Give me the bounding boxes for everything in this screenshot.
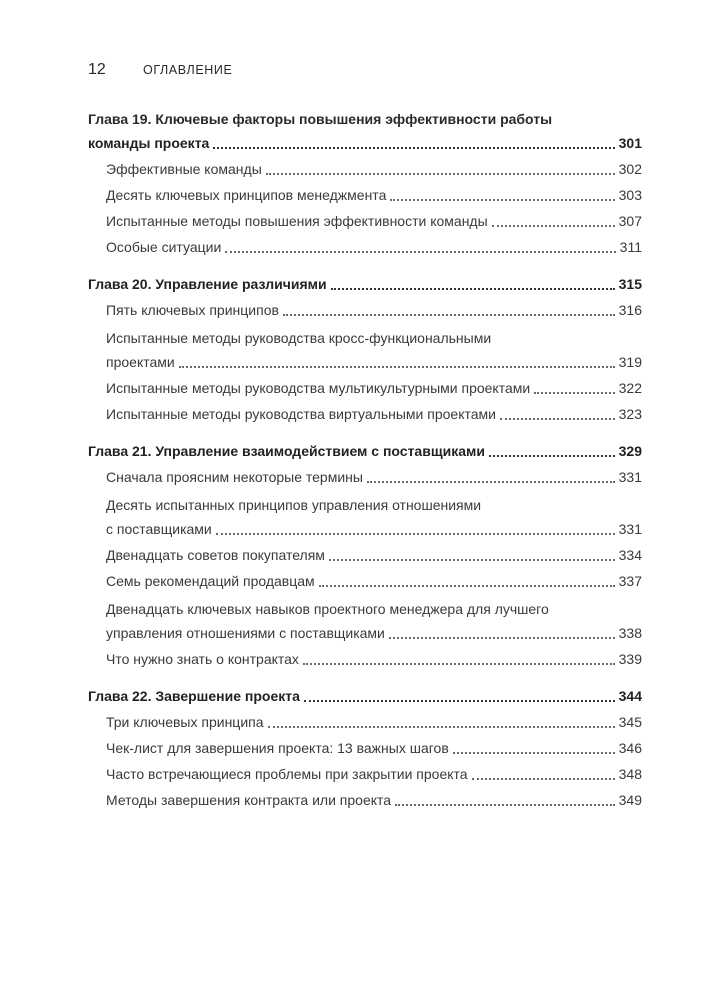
entry-title: Особые ситуации [106,239,222,255]
entry-title: Испытанные методы руководства мультикультурными проектами [106,380,531,396]
entry-title: Испытанные методы руководства виртуальными проектами [106,406,496,422]
entry-title: Сначала проясним некоторые термины [106,469,363,485]
toc-entry[interactable] [88,182,642,208]
entry-page: 349 [618,792,642,808]
entry-title: Пять ключевых принципов [106,302,279,318]
chapter-21 [88,438,642,672]
entry-title: Часто встречающиеся проблемы при закрытии проекта [106,766,468,782]
entry-page: 338 [618,625,642,641]
dot-leader [179,366,615,368]
entry-title-line2: проектами [106,354,175,370]
entry-title: Методы завершения контракта или проекта [106,792,392,808]
entry-page: 346 [618,740,642,756]
entry-page: 345 [618,714,642,730]
toc-entry[interactable] [88,787,642,813]
dot-leader [389,637,615,639]
toc-entry[interactable] [88,594,642,646]
page-number: 12 [88,61,106,78]
dot-leader [489,455,615,457]
entry-title-line2: с поставщиками [106,521,212,537]
toc-entry[interactable] [88,542,642,568]
entry-page: 302 [618,161,642,177]
chapter-page: 301 [618,135,642,151]
dot-leader [329,559,615,561]
entry-title: Чек-лист для завершения проекта: 13 важных шагов [106,740,449,756]
entry-page: 319 [618,354,642,370]
chapter-page: 329 [618,443,642,459]
chapter-title[interactable] [88,108,642,156]
chapter-title-line2: команды проекта [88,135,210,151]
dot-leader [268,726,615,728]
entry-title: Эффективные команды [106,161,262,177]
toc-entry[interactable] [88,208,642,234]
toc-entry[interactable] [88,464,642,490]
dot-leader [216,533,615,535]
entry-page: 348 [618,766,642,782]
dot-leader [331,288,615,290]
dot-leader [213,147,614,149]
entry-title-line2: управления отношениями с поставщиками [106,625,385,641]
toc-entry[interactable] [88,761,642,787]
chapter-page: 344 [618,688,642,704]
chapter-title-line1: Глава 19. Ключевые факторы повышения эффективности работы [88,111,553,127]
entry-title: Три ключевых принципа [106,714,264,730]
chapter-title-text: Глава 22. Завершение проекта [88,688,300,704]
dot-leader [319,585,615,587]
entry-title: Двенадцать советов покупателям [106,547,325,563]
toc-entry[interactable] [88,709,642,735]
toc-entry[interactable] [88,234,642,260]
toc-entry[interactable] [88,490,642,542]
entry-page: 323 [618,406,642,422]
toc-entry[interactable] [88,568,642,594]
toc-entry[interactable] [88,401,642,427]
dot-leader [453,752,615,754]
entry-page: 322 [618,380,642,396]
chapter-title-text: Глава 20. Управление различиями [88,276,327,292]
dot-leader [304,700,615,702]
entry-title: Испытанные методы повышения эффективности команды [106,213,488,229]
dot-leader [500,418,615,420]
running-title: ОГЛАВЛЕНИЕ [143,63,233,77]
dot-leader [303,663,615,665]
entry-page: 331 [618,521,642,537]
page-header [88,61,232,79]
entry-page: 334 [618,547,642,563]
entry-page: 303 [618,187,642,203]
chapter-title[interactable] [88,271,642,297]
dot-leader [492,225,615,227]
toc-entry[interactable] [88,156,642,182]
entry-page: 316 [618,302,642,318]
chapter-19 [88,108,642,260]
toc-entry[interactable] [88,297,642,323]
toc-entry[interactable] [88,735,642,761]
entry-page: 331 [618,469,642,485]
dot-leader [534,392,614,394]
chapter-page: 315 [618,276,642,292]
toc-entry[interactable] [88,375,642,401]
entry-title-line1: Десять испытанных принципов управления отношениями [106,497,482,513]
toc-entry[interactable] [88,323,642,375]
entry-page: 339 [618,651,642,667]
chapter-22 [88,683,642,813]
dot-leader [472,778,615,780]
entry-page: 307 [618,213,642,229]
toc-entry[interactable] [88,646,642,672]
entry-title: Семь рекомендаций продавцам [106,573,315,589]
entry-page: 337 [618,573,642,589]
dot-leader [283,314,615,316]
chapter-20 [88,271,642,427]
entry-title-line1: Испытанные методы руководства кросс-функциональными [106,330,492,346]
table-of-contents [88,108,642,824]
entry-title-line1: Двенадцать ключевых навыков проектного менеджера для лучшего [106,601,549,617]
chapter-title[interactable] [88,438,642,464]
dot-leader [367,481,615,483]
entry-title: Десять ключевых принципов менеджмента [106,187,387,203]
dot-leader [266,173,615,175]
dot-leader [225,251,615,253]
dot-leader [395,804,615,806]
entry-title: Что нужно знать о контрактах [106,651,299,667]
chapter-title[interactable] [88,683,642,709]
dot-leader [390,199,614,201]
entry-page: 311 [619,239,642,255]
chapter-title-text: Глава 21. Управление взаимодействием с поставщиками [88,443,485,459]
